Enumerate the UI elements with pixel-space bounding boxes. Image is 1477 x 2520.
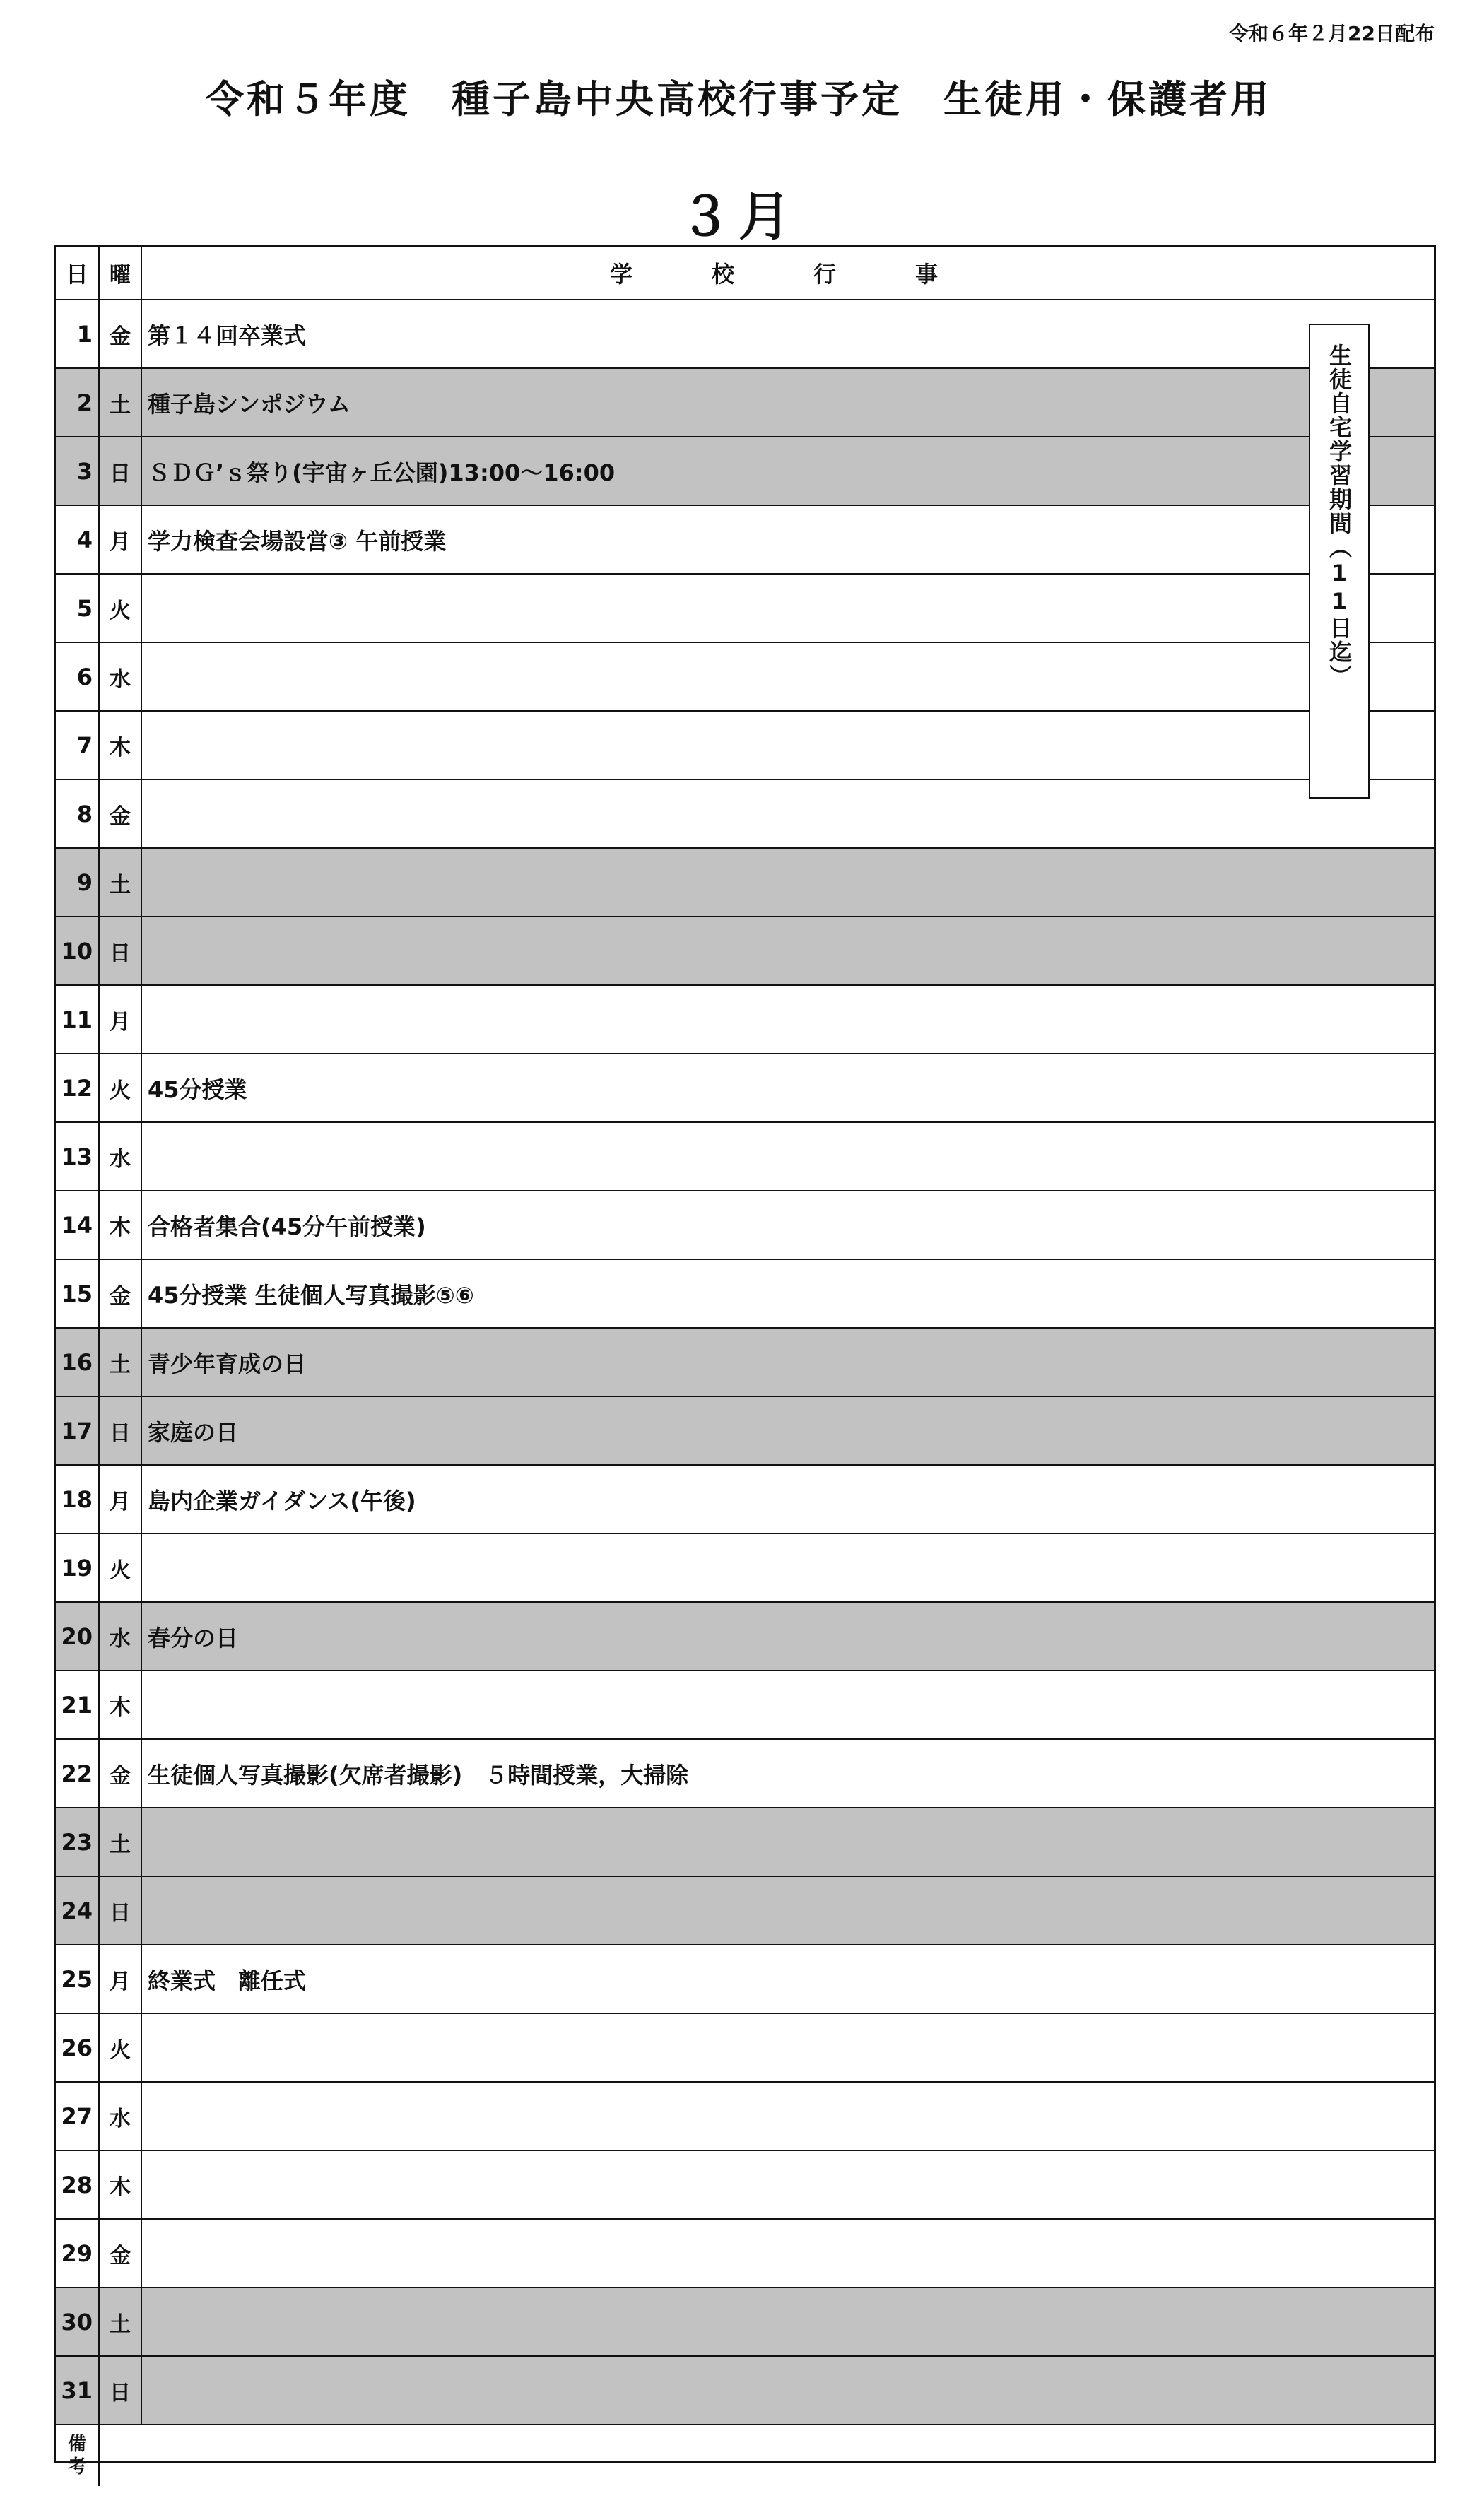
day-date: 21 [56, 1671, 100, 1738]
remarks-row [56, 2425, 1434, 2486]
remarks-label [56, 2425, 100, 2486]
day-date: 31 [56, 2357, 100, 2424]
table-row [56, 2220, 1434, 2288]
day-date: 25 [56, 1945, 100, 2013]
day-date: 15 [56, 1260, 100, 1327]
table-row [56, 1260, 1434, 1329]
day-event: 青少年育成の日 [148, 1350, 307, 1377]
issue-date: 令和６年２月22日配布 [1229, 22, 1435, 45]
day-date: 7 [56, 712, 100, 779]
day-event [142, 917, 1434, 984]
day-event [142, 2083, 1434, 2150]
table-row [56, 300, 1434, 369]
day-date: 19 [56, 1534, 100, 1601]
table-row [56, 1123, 1434, 1191]
day-date: 12 [56, 1054, 100, 1121]
day-event [142, 986, 1434, 1053]
day-event: ＳＤＧ’ｓ祭り(宇宙ヶ丘公園)13:00～16:00 [148, 459, 616, 486]
day-weekday: 土 [100, 1808, 142, 1876]
day-event: 終業式 離任式 [148, 1967, 307, 1994]
day-weekday: 水 [100, 643, 142, 710]
day-weekday: 水 [100, 2083, 142, 2150]
table-row [56, 917, 1434, 986]
table-row [56, 643, 1434, 712]
day-date: 8 [56, 780, 100, 847]
day-date: 9 [56, 849, 100, 916]
table-row [56, 712, 1434, 780]
day-date: 16 [56, 1329, 100, 1396]
table-row [56, 1671, 1434, 1740]
day-event: 合格者集合(45分午前授業) [148, 1213, 426, 1240]
day-date: 3 [56, 437, 100, 505]
remarks-text [100, 2425, 1434, 2486]
day-weekday: 日 [100, 1877, 142, 1944]
day-weekday: 木 [100, 1191, 142, 1259]
table-row [56, 986, 1434, 1054]
day-event [142, 643, 1434, 710]
table-row [56, 1191, 1434, 1260]
table-row [56, 2288, 1434, 2357]
day-event [142, 2220, 1434, 2287]
day-event: 家庭の日 [148, 1418, 239, 1446]
day-event: 生徒個人写真撮影(欠席者撮影) ５時間授業，大掃除 [148, 1761, 689, 1789]
day-event [142, 2151, 1434, 2218]
remarks-label-line1: 備 [67, 2434, 86, 2455]
day-weekday: 土 [100, 849, 142, 916]
day-event [142, 575, 1434, 642]
day-date: 29 [56, 2220, 100, 2287]
header-date: 日 [56, 247, 100, 299]
day-weekday: 木 [100, 712, 142, 779]
day-weekday: 水 [100, 1603, 142, 1670]
document-title: 令和５年度 種子島中央高校行事予定 生徒用・保護者用 [206, 77, 1271, 122]
day-date: 24 [56, 1877, 100, 1944]
table-row [56, 369, 1434, 437]
day-date: 30 [56, 2288, 100, 2355]
table-row [56, 1054, 1434, 1123]
day-date: 17 [56, 1397, 100, 1464]
day-date: 5 [56, 575, 100, 642]
study-period-label: 生徒自宅学習期間（11日迄） [1326, 343, 1353, 688]
day-date: 18 [56, 1466, 100, 1533]
remarks-label-line2: 考 [67, 2456, 86, 2478]
day-date: 20 [56, 1603, 100, 1670]
day-event [142, 2288, 1434, 2355]
table-row [56, 2014, 1434, 2083]
day-weekday: 木 [100, 1671, 142, 1738]
day-date: 28 [56, 2151, 100, 2218]
day-date: 4 [56, 506, 100, 573]
table-row [56, 1534, 1434, 1603]
day-weekday: 火 [100, 1534, 142, 1601]
day-weekday: 火 [100, 2014, 142, 2081]
day-weekday: 金 [100, 780, 142, 847]
day-weekday: 月 [100, 1466, 142, 1533]
day-event: 学力検査会場設営③ 午前授業 [148, 527, 447, 555]
day-event [142, 712, 1434, 779]
day-weekday: 土 [100, 369, 142, 436]
day-date: 23 [56, 1808, 100, 1876]
day-weekday: 金 [100, 1740, 142, 1807]
table-header-row [56, 247, 1434, 300]
day-weekday: 金 [100, 300, 142, 367]
day-weekday: 日 [100, 1397, 142, 1464]
day-weekday: 火 [100, 1054, 142, 1121]
table-row [56, 1740, 1434, 1808]
table-row [56, 506, 1434, 575]
day-weekday: 月 [100, 986, 142, 1053]
table-row [56, 437, 1434, 506]
day-weekday: 土 [100, 2288, 142, 2355]
day-event: 春分の日 [148, 1624, 239, 1651]
header-events: 学 校 行 事 [609, 261, 966, 288]
month-title: ３月 [679, 187, 798, 247]
day-date: 27 [56, 2083, 100, 2150]
table-row [56, 575, 1434, 643]
day-event [142, 2014, 1434, 2081]
day-date: 2 [56, 369, 100, 436]
table-row [56, 2151, 1434, 2220]
day-date: 14 [56, 1191, 100, 1259]
day-date: 26 [56, 2014, 100, 2081]
day-weekday: 火 [100, 575, 142, 642]
study-period-box [1309, 324, 1370, 799]
table-row [56, 2083, 1434, 2151]
day-weekday: 金 [100, 1260, 142, 1327]
table-row [56, 1603, 1434, 1671]
table-row [56, 849, 1434, 917]
day-weekday: 金 [100, 2220, 142, 2287]
table-row [56, 1397, 1434, 1466]
day-event [142, 2357, 1434, 2424]
day-date: 13 [56, 1123, 100, 1190]
day-date: 6 [56, 643, 100, 710]
day-weekday: 月 [100, 506, 142, 573]
day-date: 22 [56, 1740, 100, 1807]
day-event [142, 849, 1434, 916]
day-date: 10 [56, 917, 100, 984]
day-weekday: 土 [100, 1329, 142, 1396]
day-event [142, 1671, 1434, 1738]
day-event: 第１４回卒業式 [148, 322, 307, 349]
day-date: 1 [56, 300, 100, 367]
day-weekday: 日 [100, 917, 142, 984]
day-weekday: 水 [100, 1123, 142, 1190]
table-row [56, 1466, 1434, 1534]
table-row [56, 1945, 1434, 2014]
day-event: 島内企業ガイダンス(午後) [148, 1487, 416, 1514]
day-event: 45分授業 [148, 1076, 247, 1103]
day-event: 45分授業 生徒個人写真撮影⑤⑥ [148, 1281, 474, 1309]
day-date: 11 [56, 986, 100, 1053]
day-event [142, 1877, 1434, 1944]
day-event [142, 780, 1434, 847]
header-weekday: 曜 [100, 247, 142, 299]
day-weekday: 日 [100, 437, 142, 505]
calendar-table [54, 245, 1436, 2478]
day-event [142, 1123, 1434, 1190]
day-weekday: 木 [100, 2151, 142, 2218]
table-row [56, 1877, 1434, 1945]
day-weekday: 日 [100, 2357, 142, 2424]
day-weekday: 月 [100, 1945, 142, 2013]
table-row [56, 2357, 1434, 2425]
table-row [56, 1808, 1434, 1877]
table-row [56, 1329, 1434, 1397]
day-event [142, 1808, 1434, 1876]
day-event: 種子島シンポジウム [148, 390, 351, 418]
table-row [56, 780, 1434, 849]
day-event [142, 1534, 1434, 1601]
